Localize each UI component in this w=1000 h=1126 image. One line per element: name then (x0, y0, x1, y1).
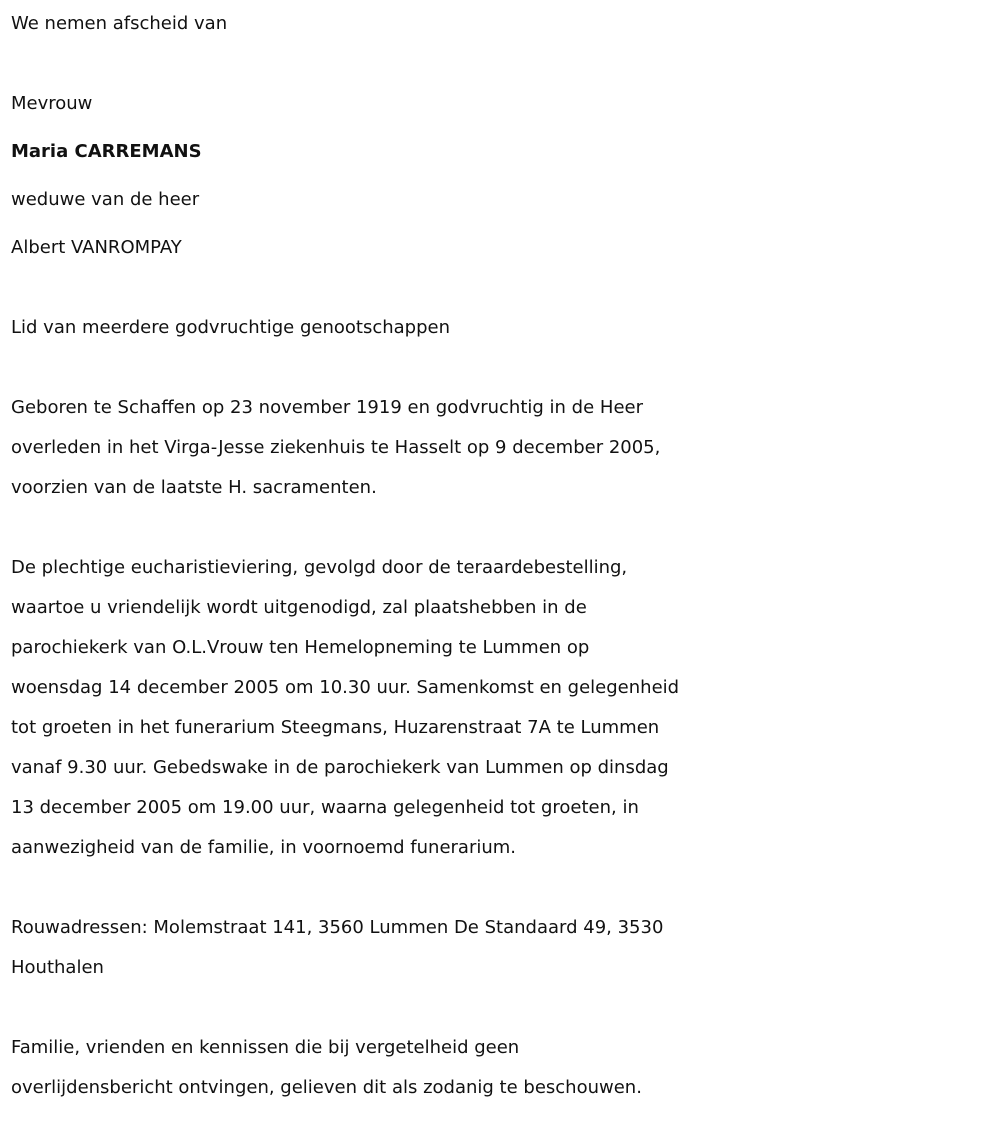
paragraph-line: Familie, vrienden en kennissen die bij vergetelheid geen (11, 1037, 520, 1058)
honorific: Mevrouw (11, 93, 93, 114)
birth-death-paragraph (11, 388, 996, 508)
paragraph-line: Geboren te Schaffen op 23 november 1919 en godvruchtig in de Heer (11, 397, 643, 418)
closing-paragraph (11, 1028, 996, 1108)
paragraph-line: vanaf 9.30 uur. Gebedswake in de parochiekerk van Lummen op dinsdag (11, 757, 669, 778)
paragraph-line: voorzien van de laatste H. sacramenten. (11, 477, 377, 498)
obituary-notice (11, 4, 996, 1108)
spouse-prefix: weduwe van de heer (11, 189, 200, 210)
deceased-name: Maria CARREMANS (11, 141, 202, 162)
membership-text: Lid van meerdere godvruchtige genootschappen (11, 317, 451, 338)
ceremony-paragraph (11, 548, 996, 868)
paragraph-line: parochiekerk van O.L.Vrouw ten Hemelopneming te Lummen op (11, 637, 590, 658)
paragraph-line: overleden in het Virga-Jesse ziekenhuis te Hasselt op 9 december 2005, (11, 437, 661, 458)
paragraph-line: aanwezigheid van de familie, in voornoemd funerarium. (11, 837, 517, 858)
paragraph-line: tot groeten in het funerarium Steegmans, Huzarenstraat 7A te Lummen (11, 717, 660, 738)
paragraph-line: waartoe u vriendelijk wordt uitgenodigd, zal plaatshebben in de (11, 597, 587, 618)
paragraph-line: woensdag 14 december 2005 om 10.30 uur. Samenkomst en gelegenheid (11, 677, 680, 698)
paragraph-line: De plechtige eucharistieviering, gevolgd door de teraardebestelling, (11, 557, 628, 578)
paragraph-line: overlijdensbericht ontvingen, gelieven dit als zodanig te beschouwen. (11, 1077, 642, 1098)
spouse-name: Albert VANROMPAY (11, 237, 182, 258)
paragraph-line: Rouwadressen: Molemstraat 141, 3560 Lummen De Standaard 49, 3530 (11, 917, 664, 938)
paragraph-line: Houthalen (11, 957, 104, 978)
addresses-paragraph (11, 908, 996, 988)
intro-text: We nemen afscheid van (11, 13, 228, 34)
paragraph-line: 13 december 2005 om 19.00 uur, waarna gelegenheid tot groeten, in (11, 797, 639, 818)
